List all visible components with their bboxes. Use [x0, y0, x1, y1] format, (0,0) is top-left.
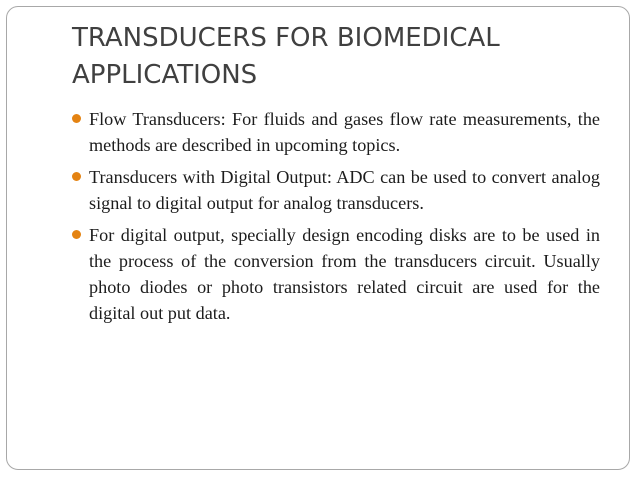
bullet-dot-icon	[72, 172, 81, 181]
bullet-item	[72, 164, 600, 216]
bullet-text: Transducers with Digital Output: ADC can be used to convert analog signal to digital output for analog transducers.	[89, 167, 600, 213]
bullet-text: For digital output, specially design encoding disks are to be used in the process of the conversion from the transducers circuit. Usually photo diodes or photo transistors related circuit are used for the digital out put data.	[89, 225, 600, 323]
slide-title: TRANSDUCERS FOR BIOMEDICAL APPLICATIONS	[72, 23, 500, 90]
bullet-text: Flow Transducers: For fluids and gases flow rate measurements, the methods are described in upcoming topics.	[89, 109, 600, 155]
bullet-list	[72, 106, 600, 332]
bullet-dot-icon	[72, 114, 81, 123]
bullet-item	[72, 222, 600, 326]
bullet-item	[72, 106, 600, 158]
bullet-dot-icon	[72, 230, 81, 239]
